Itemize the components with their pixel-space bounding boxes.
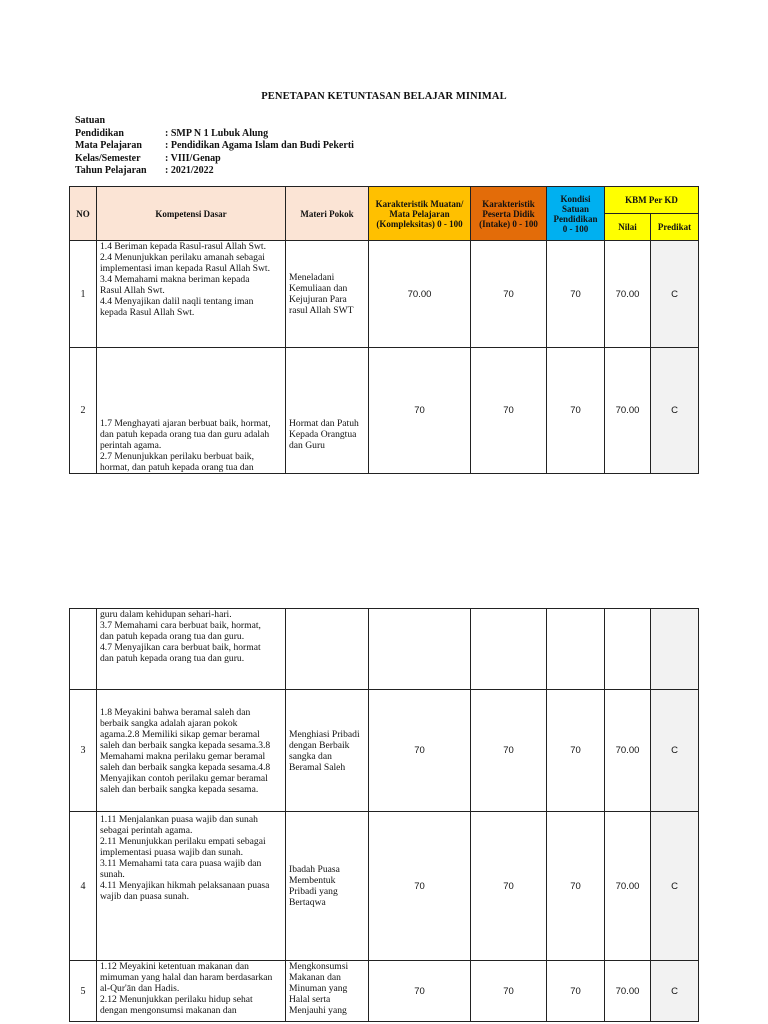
kd-line: saleh dan berbaik sangka kepada sesama.4.8	[100, 761, 271, 773]
materi-line: Halal serta	[289, 994, 331, 1005]
kd-line: 3.11 Memahami tata cara puasa wajib dan	[100, 858, 262, 869]
kd-line: dan patuh kepada orang tua dan guru.	[100, 631, 245, 642]
karakteristik-muatan-value: 70	[369, 812, 471, 961]
nilai-value: 70.00	[605, 690, 651, 812]
kondisi-satuan-value: 70	[547, 961, 605, 1022]
kd-line: saleh dan berbaik sangka kepada sesama.	[100, 783, 259, 795]
kd-line: perintah agama.	[100, 440, 162, 451]
predikat-value: C	[651, 812, 699, 961]
materi-line: Membentuk	[289, 875, 336, 886]
kd-line: implementasi puasa wajib dan sunah.	[100, 847, 244, 858]
kd-line: sunah.	[100, 869, 125, 880]
meta-value: : Pendidikan Agama Islam dan Budi Pekerti	[165, 140, 354, 151]
predikat-value	[651, 609, 699, 690]
materi-pokok-cell	[286, 690, 369, 812]
kkm-table-part-1	[69, 186, 699, 474]
kd-line: 2.4 Menunjukkan perilaku amanah sebagai	[100, 252, 265, 263]
header-predikat: Predikat	[651, 214, 699, 241]
kd-line: hormat, dan patuh kepada orang tua dan	[100, 462, 254, 473]
materi-pokok-cell	[286, 241, 369, 348]
kondisi-satuan-value	[547, 609, 605, 690]
header-kbm-per-kd: KBM Per KD	[605, 187, 699, 214]
kd-line: 2.11 Menunjukkan perilaku empati sebagai	[100, 836, 266, 847]
materi-pokok-cell	[286, 961, 369, 1022]
kd-line: saleh dan berbaik sangka kepada sesama.3.8	[100, 739, 271, 751]
meta-label: Pendidikan	[75, 127, 124, 139]
materi-line: Mengkonsumsi	[289, 961, 349, 972]
materi-line: Kepada Orangtua	[289, 429, 357, 440]
kd-line: 4.4 Menyajikan dalil naqli tentang iman	[100, 296, 254, 307]
materi-line: Pribadi yang	[289, 886, 338, 897]
kompetensi-dasar-cell	[97, 609, 286, 690]
table-row	[70, 961, 699, 1022]
row-number: 5	[70, 961, 97, 1022]
kkm-table-part-2	[69, 608, 699, 1022]
materi-line: Bertaqwa	[289, 897, 326, 908]
kd-line: Menyajikan contoh perilaku gemar beramal	[100, 772, 268, 784]
karakteristik-peserta-value: 70	[471, 348, 547, 474]
nilai-value: 70.00	[605, 812, 651, 961]
materi-line: Kemuliaan dan	[289, 283, 348, 294]
row-number	[70, 609, 97, 690]
kd-line: Rasul Allah Swt.	[100, 285, 165, 296]
kd-line: 3.4 Memahami makna beriman kepada	[100, 274, 250, 285]
materi-line: Beramal Saleh	[289, 761, 346, 773]
table-row	[70, 690, 699, 812]
karakteristik-peserta-value: 70	[471, 690, 547, 812]
meta-label: Kelas/Semester	[75, 152, 141, 164]
nilai-value: 70.00	[605, 241, 651, 348]
kompetensi-dasar-cell	[97, 812, 286, 961]
kd-line: dan patuh kepada orang tua dan guru.	[100, 653, 245, 664]
materi-line: dengan Berbaik	[289, 739, 350, 751]
header-line: Karakteristik Muatan/	[375, 198, 464, 209]
karakteristik-muatan-value: 70	[369, 690, 471, 812]
kd-line: 2.12 Menunjukkan perilaku hidup sehat	[100, 994, 253, 1005]
header-kompetensi-dasar: Kompetensi Dasar	[97, 187, 286, 241]
predikat-value: C	[651, 690, 699, 812]
kd-line: 1.12 Meyakini ketentuan makanan dan	[100, 961, 249, 972]
header-line: (Intake) 0 - 100	[479, 218, 538, 229]
karakteristik-muatan-value	[369, 609, 471, 690]
materi-line: Menghiasi Pribadi	[289, 728, 360, 740]
materi-line: Minuman yang	[289, 983, 348, 994]
kd-line: 1.7 Menghayati ajaran berbuat baik, hormat,	[100, 418, 271, 429]
karakteristik-peserta-value: 70	[471, 812, 547, 961]
header-line: (Kompleksitas) 0 - 100	[376, 218, 463, 229]
materi-line: sangka dan	[289, 750, 332, 762]
header-line: Kondisi	[560, 193, 591, 204]
karakteristik-muatan-value: 70	[369, 961, 471, 1022]
predikat-value: C	[651, 348, 699, 474]
header-line: Mata Pelajaran	[389, 208, 450, 219]
kd-line: 1.8 Meyakini bahwa beramal saleh dan	[100, 706, 251, 718]
kompetensi-dasar-cell	[97, 961, 286, 1022]
meta-value: : VIII/Genap	[165, 152, 221, 164]
predikat-value: C	[651, 961, 699, 1022]
karakteristik-muatan-value: 70.00	[369, 241, 471, 348]
table-row	[70, 241, 699, 348]
row-number: 4	[70, 812, 97, 961]
kompetensi-dasar-cell	[97, 690, 286, 812]
kd-line: al-Qur'ān dan Hadis.	[100, 983, 180, 994]
header-karakteristik-muatan	[369, 187, 471, 241]
header-materi-pokok: Materi Pokok	[286, 187, 369, 241]
kd-line: wajib dan puasa sunah.	[100, 891, 189, 902]
kd-line: agama.2.8 Memiliki sikap gemar beramal	[100, 728, 260, 740]
materi-line: Meneladani	[289, 272, 335, 283]
header-line: Satuan	[561, 203, 589, 214]
document-title: PENETAPAN KETUNTASAN BELAJAR MINIMAL	[261, 91, 507, 102]
materi-line: Menjauhi yang	[289, 1005, 347, 1016]
kd-line: 4.7 Menyajikan cara berbuat baik, hormat	[100, 642, 261, 653]
kompetensi-dasar-cell	[97, 241, 286, 348]
kd-line: dengan mengonsumsi makanan dan	[100, 1005, 237, 1016]
meta-value: : 2021/2022	[165, 165, 214, 176]
meta-label: Mata Pelajaran	[75, 140, 142, 151]
materi-line: Kejujuran Para	[289, 294, 347, 305]
kondisi-satuan-value: 70	[547, 690, 605, 812]
kd-line: guru dalam kehidupan sehari-hari.	[100, 609, 232, 620]
predikat-value: C	[651, 241, 699, 348]
table-row	[70, 348, 699, 474]
kd-line: sebagai perintah agama.	[100, 825, 193, 836]
nilai-value: 70.00	[605, 348, 651, 474]
header-line: Peserta Didik	[482, 208, 535, 219]
meta-label: Satuan	[75, 115, 106, 126]
row-number: 1	[70, 241, 97, 348]
kompetensi-dasar-cell	[97, 348, 286, 474]
kd-line: implementasi iman kepada Rasul Allah Swt.	[100, 263, 270, 274]
header-line: 0 - 100	[562, 223, 589, 234]
kd-line: Memahami makna perilaku gemar beramal	[100, 750, 266, 762]
kondisi-satuan-value: 70	[547, 241, 605, 348]
materi-pokok-cell	[286, 812, 369, 961]
kondisi-satuan-value: 70	[547, 348, 605, 474]
karakteristik-peserta-value: 70	[471, 241, 547, 348]
table-row	[70, 609, 699, 690]
kd-line: mimuman yang halal dan haram berdasarkan	[100, 972, 273, 983]
kd-line: 1.4 Beriman kepada Rasul-rasul Allah Swt.	[100, 241, 266, 252]
table-row	[70, 812, 699, 961]
nilai-value	[605, 609, 651, 690]
header-nilai: Nilai	[605, 214, 651, 241]
karakteristik-muatan-value: 70	[369, 348, 471, 474]
row-number: 2	[70, 348, 97, 474]
header-line: Pendidikan	[553, 213, 598, 224]
karakteristik-peserta-value	[471, 609, 547, 690]
meta-label: Tahun Pelajaran	[75, 165, 147, 176]
header-kondisi-satuan-pendidikan	[547, 187, 605, 241]
header-line: Karakteristik	[482, 198, 535, 209]
karakteristik-peserta-value: 70	[471, 961, 547, 1022]
kd-line: 1.11 Menjalankan puasa wajib dan sunah	[100, 814, 258, 825]
kd-line: 2.7 Menunjukkan perilaku berbuat baik,	[100, 451, 254, 462]
nilai-value: 70.00	[605, 961, 651, 1022]
kd-line: 4.11 Menyajikan hikmah pelaksanaan puasa	[100, 880, 270, 891]
materi-line: Ibadah Puasa	[289, 864, 340, 875]
row-number: 3	[70, 690, 97, 812]
kd-line: 3.7 Memahami cara berbuat baik, hormat,	[100, 620, 261, 631]
kd-line: berbaik sangka adalah ajaran pokok	[100, 717, 238, 729]
header-no: NO	[70, 187, 97, 241]
materi-line: Makanan dan	[289, 972, 341, 983]
header-karakteristik-peserta-didik	[471, 187, 547, 241]
materi-line: Hormat dan Patuh	[289, 418, 359, 429]
materi-pokok-cell	[286, 609, 369, 690]
kondisi-satuan-value: 70	[547, 812, 605, 961]
materi-line: dan Guru	[289, 440, 325, 451]
kd-line: dan patuh kepada orang tua dan guru adalah	[100, 429, 270, 440]
kd-line: kepada Rasul Allah Swt.	[100, 307, 195, 318]
materi-pokok-cell	[286, 348, 369, 474]
meta-value: : SMP N 1 Lubuk Alung	[165, 127, 269, 139]
materi-line: rasul Allah SWT	[289, 305, 354, 316]
